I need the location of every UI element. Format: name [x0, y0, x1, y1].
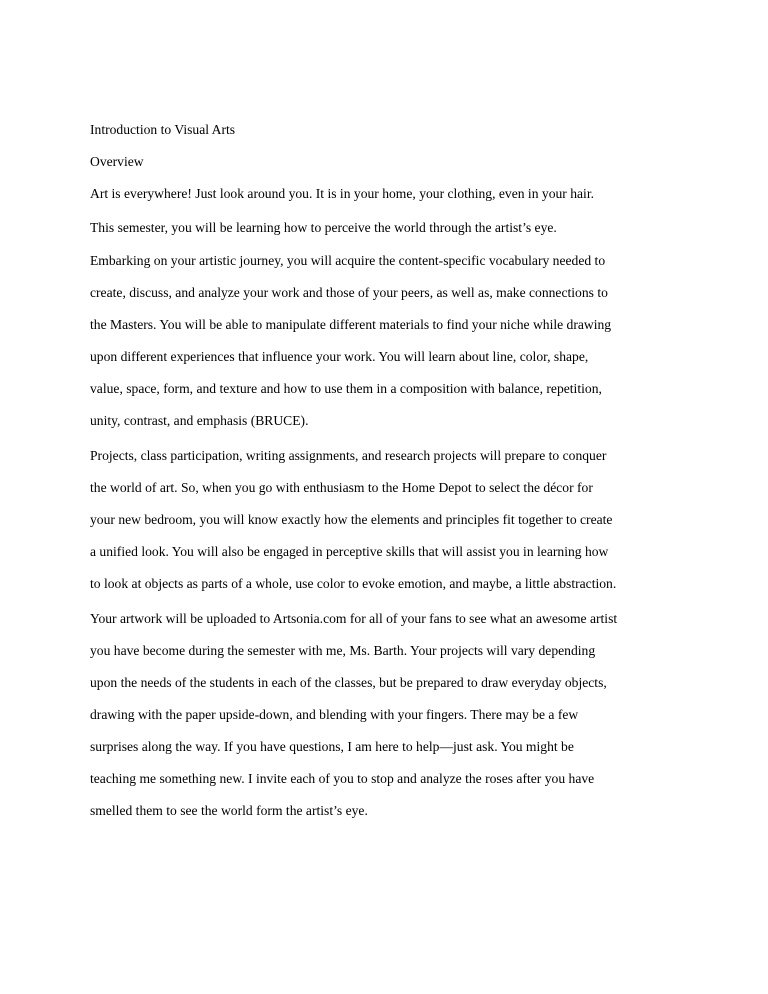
paragraph-line: unity, contrast, and emphasis (BRUCE).: [90, 413, 309, 428]
paragraph-line: your new bedroom, you will know exactly how the elements and principles fit together to create: [90, 512, 613, 527]
paragraph-line: upon the needs of the students in each of the classes, but be prepared to draw everyday objects,: [90, 675, 607, 690]
paragraph-line: Art is everywhere! Just look around you. It is in your home, your clothing, even in your hair.: [90, 186, 595, 201]
section-heading: Overview: [90, 154, 144, 169]
paragraph-line: a unified look. You will also be engaged in perceptive skills that will assist you in learning how: [90, 544, 609, 559]
paragraph-line: the Masters. You will be able to manipulate different materials to find your niche while drawing: [90, 317, 612, 332]
paragraph-line: Projects, class participation, writing assignments, and research projects will prepare to conquer: [90, 448, 607, 463]
paragraph-line: to look at objects as parts of a whole, use color to evoke emotion, and maybe, a little abstraction.: [90, 576, 617, 591]
paragraph-line: surprises along the way. If you have questions, I am here to help—just ask. You might be: [90, 739, 574, 754]
paragraph-line: This semester, you will be learning how to perceive the world through the artist’s eye.: [90, 220, 557, 235]
paragraph-line: Your artwork will be uploaded to Artsonia.com for all of your fans to see what an awesome artist: [90, 611, 618, 626]
paragraph-line: the world of art. So, when you go with enthusiasm to the Home Depot to select the décor for: [90, 480, 593, 495]
paragraph-line: value, space, form, and texture and how to use them in a composition with balance, repetition,: [90, 381, 602, 396]
paragraph-line: upon different experiences that influence your work. You will learn about line, color, shape,: [90, 349, 589, 364]
paragraph-line: Embarking on your artistic journey, you will acquire the content-specific vocabulary needed to: [90, 253, 606, 268]
paragraph-line: smelled them to see the world form the artist’s eye.: [90, 803, 368, 818]
paragraph-line: you have become during the semester with me, Ms. Barth. Your projects will vary depending: [90, 643, 596, 658]
paragraph-line: create, discuss, and analyze your work and those of your peers, as well as, make connections to: [90, 285, 608, 300]
paragraph-line: drawing with the paper upside-down, and blending with your fingers. There may be a few: [90, 707, 579, 722]
document-title: Introduction to Visual Arts: [90, 122, 236, 137]
paragraph-line: teaching me something new. I invite each of you to stop and analyze the roses after you have: [90, 771, 595, 786]
